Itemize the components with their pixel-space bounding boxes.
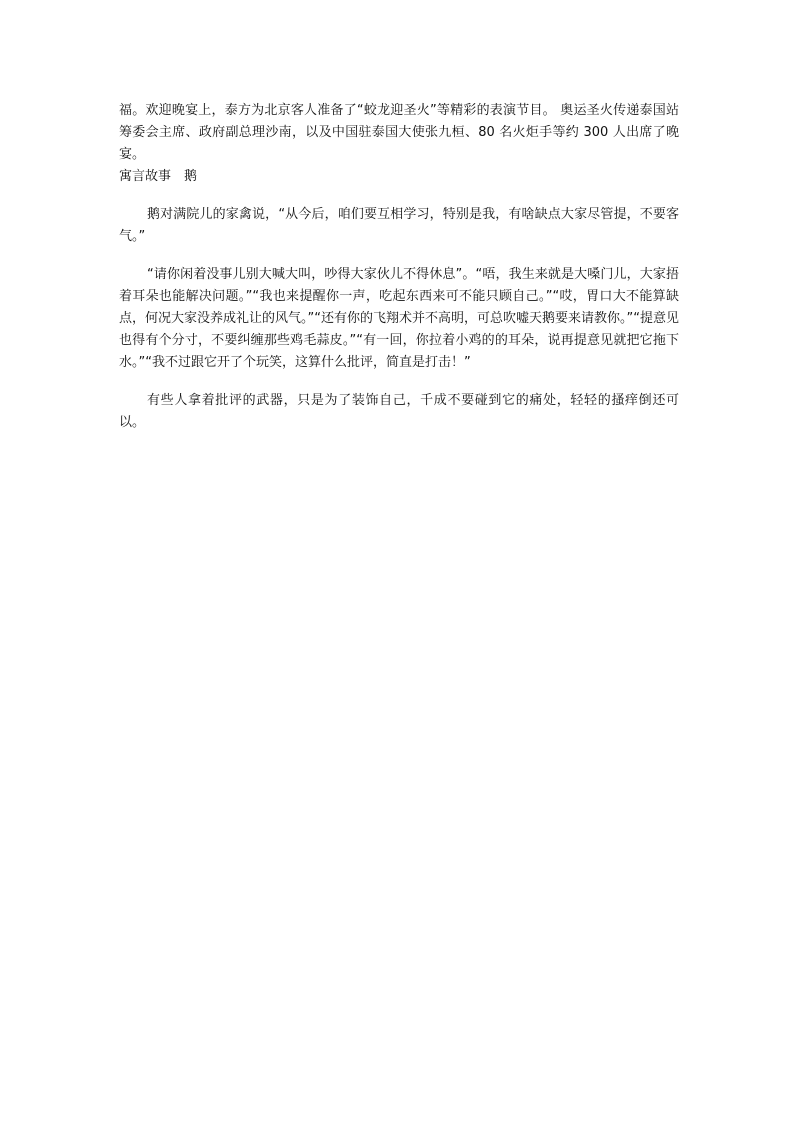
- section-title: 寓言故事 鹅: [119, 169, 198, 184]
- intro-paragraph: 福。欢迎晚宴上，泰方为北京客人准备了“蛟龙迎圣火”等精彩的表演节目。 奥运圣火传递泰国站筹委会主席、政府副总理沙南，以及中国驻泰国大使张九桓、80 名火炬手等约 300 人出席了晚宴。: [119, 103, 679, 162]
- story-paragraph-2: “请你闲着没事儿别大喊大叫，吵得大家伙儿不得休息”。“唔，我生来就是大嗓门儿，大家捂着耳朵也能解决问题。”“我也来提醒你一声，吃起东西来可不能只顾自己。”“哎，胃口大不能算缺点，何况大家没养成礼让的风气。”“还有你的飞翔术并不高明，可总吹嘘天鹅要来请教你。”“提意见也得有个分寸，不要纠缠那些鸡毛蒜皮。”“有一回，你拉着小鸡的的耳朵，说再提意见就把它拖下水。”“我不过跟它开了个玩笑，这算什么批评，简直是打击！”: [119, 267, 679, 370]
- moral-paragraph: 有些人拿着批评的武器，只是为了装饰自己，千成不要碰到它的痛处，轻轻的搔痒倒还可以。: [119, 393, 679, 430]
- story-paragraph-1: 鹅对满院儿的家禽说，“从今后，咱们要互相学习，特别是我，有啥缺点大家尽管提，不要客气。”: [119, 207, 679, 244]
- document-body: [119, 100, 679, 434]
